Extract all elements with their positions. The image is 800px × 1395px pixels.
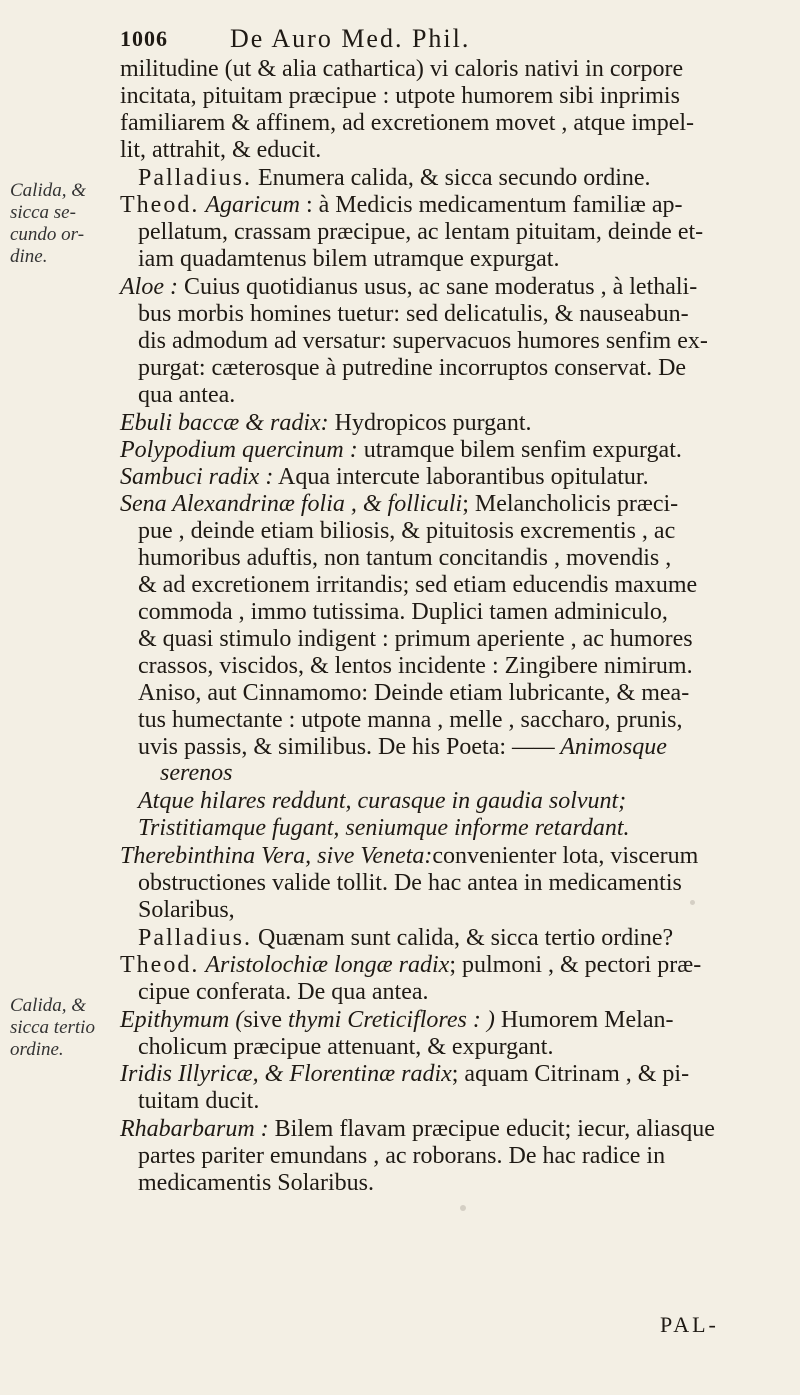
entry-line: Epithymum (sive thymi Creticiflores : ) Humorem Melan-: [120, 1007, 674, 1033]
text-line: & ad excretionem irritandis; sed etiam educendis maxume: [138, 572, 698, 598]
paper-speckle: [690, 900, 695, 905]
verse-line: serenos: [160, 760, 233, 786]
entry-line: Ebuli baccæ & radix: Hydropicos purgant.: [120, 410, 532, 436]
remedy-name: Aloe :: [120, 274, 178, 300]
text-line: Solaribus,: [138, 897, 235, 923]
remedy-name: Sambuci radix :: [120, 464, 274, 490]
entry-line: Iridis Illyricæ, & Florentinæ radix; aquam Citrinam , & pi-: [120, 1061, 690, 1087]
text-line: obstructiones valide tollit. De hac antea in medicamentis: [138, 870, 682, 896]
text-line: dis admodum ad versatur: supervacuos humores senfim ex-: [138, 328, 708, 354]
margin-note-line: Calida, &: [10, 180, 87, 201]
text-line: militudine (ut & alia cathartica) vi caloris nativi in corpore: [120, 56, 684, 82]
text-line: cholicum præcipue attenuant, & expurgant.: [138, 1034, 554, 1060]
running-title: De Auro Med. Phil.: [230, 24, 471, 53]
entry-line: Sena Alexandrinæ folia , & folliculi; Melancholicis præci-: [120, 491, 679, 517]
text-line: incitata, pituitam præcipue : utpote humorem sibi inprimis: [120, 83, 680, 109]
verse-line: Atque hilares reddunt, curasque in gaudia solvunt;: [138, 788, 627, 814]
verse-line: Tristitiamque fugant, seniumque informe retardant.: [138, 815, 630, 841]
remedy-name: Iridis Illyricæ, & Florentinæ radix: [120, 1061, 452, 1087]
entry-line: Therebinthina Vera, sive Veneta:convenienter lota, viscerum: [120, 843, 699, 869]
text-line: iam quadamtenus bilem utramque expurgat.: [138, 246, 560, 272]
remedy-name: Aristolochiæ longæ radix: [205, 952, 450, 978]
remedy-name: Sena Alexandrinæ folia , & folliculi: [120, 491, 463, 517]
text-line: crassos, viscidos, & lentos incidente : Zingibere nimirum.: [138, 653, 693, 679]
dialogue-line: Theod. Agaricum : à Medicis medicamentum familiæ ap-: [120, 192, 683, 218]
text-line: familiarem & affinem, ad excretionem movet , atque impel-: [120, 110, 695, 136]
text-line: pue , deinde etiam biliosis, & pituitosis excrementis , ac: [138, 518, 676, 544]
dialogue-line: Theod. Aristolochiæ longæ radix; pulmoni , & pectori præ-: [120, 952, 702, 978]
entry-line: Sambuci radix : Aqua intercute laborantibus opitulatur.: [120, 464, 649, 490]
margin-note-line: dine.: [10, 246, 48, 267]
paper-speckle: [300, 420, 304, 424]
text-line: qua antea.: [138, 382, 236, 408]
margin-note-secundo-ordine: [10, 180, 115, 268]
margin-note-line: sicca tertio: [10, 1017, 95, 1038]
margin-note-line: ordine.: [10, 1039, 64, 1060]
text-line: Aniso, aut Cinnamomo: Deinde etiam lubricante, & mea-: [138, 680, 690, 706]
text-line: bus morbis homines tuetur: sed delicatulis, & nauseabun-: [138, 301, 689, 327]
remedy-name: Polypodium quercinum :: [120, 437, 358, 463]
entry-line: Rhabarbarum : Bilem flavam præcipue educit; iecur, aliasque: [120, 1116, 715, 1142]
text-line: humoribus aduftis, non tantum concitandis , movendis ,: [138, 545, 672, 571]
dialogue-line: Palladius. Enumera calida, & sicca secundo ordine.: [138, 165, 651, 191]
text-line: commoda , immo tutissima. Duplici tamen adminiculo,: [138, 599, 668, 625]
speaker-name: Palladius.: [138, 925, 252, 951]
dialogue-line: Palladius. Quænam sunt calida, & sicca tertio ordine?: [138, 925, 674, 951]
page-header: [0, 14, 800, 54]
speaker-name: Palladius.: [138, 165, 252, 191]
margin-note-line: sicca se-: [10, 202, 76, 223]
catchword: PAL-: [660, 1312, 719, 1337]
text-line: & quasi stimulo indigent : primum aperiente , ac humores: [138, 626, 693, 652]
text-line: tuitam ducit.: [138, 1088, 260, 1114]
text-line: tus humectante : utpote manna , melle , saccharo, prunis,: [138, 707, 683, 733]
text-line: purgat: cæterosque à putredine incorruptos conservat. De: [138, 355, 687, 381]
entry-line: Aloe : Cuius quotidianus usus, ac sane moderatus , à lethali-: [120, 274, 698, 300]
entry-line: Polypodium quercinum : utramque bilem senfim expurgat.: [120, 437, 682, 463]
paper-speckle: [150, 640, 153, 643]
speaker-name: Theod.: [120, 952, 200, 978]
text-line: uvis passis, & similibus. De his Poeta: —— Animosque: [138, 734, 667, 760]
remedy-name: Agaricum: [205, 192, 300, 218]
margin-note-line: Calida, &: [10, 995, 87, 1016]
margin-note-line: cundo or-: [10, 224, 85, 245]
remedy-name: Epithymum (: [120, 1007, 244, 1033]
page-number: 1006: [120, 26, 168, 51]
speaker-name: Theod.: [120, 192, 200, 218]
remedy-name: Therebinthina Vera, sive: [120, 843, 355, 869]
text-line: lit, attrahit, & educit.: [120, 137, 322, 163]
remedy-name: Ebuli baccæ & radix:: [120, 410, 329, 436]
text-line: cipue conferata. De qua antea.: [138, 979, 429, 1005]
remedy-name: Rhabarbarum :: [120, 1116, 269, 1142]
text-line: pellatum, crassam præcipue, ac lentam pituitam, deinde et-: [138, 219, 704, 245]
paper-speckle: [460, 1205, 466, 1211]
text-line: medicamentis Solaribus.: [138, 1170, 374, 1196]
text-line: partes pariter emundans , ac roborans. De hac radice in: [138, 1143, 666, 1169]
margin-note-tertio-ordine: [10, 995, 115, 1061]
verse-quote: —— Animosque: [512, 734, 667, 760]
